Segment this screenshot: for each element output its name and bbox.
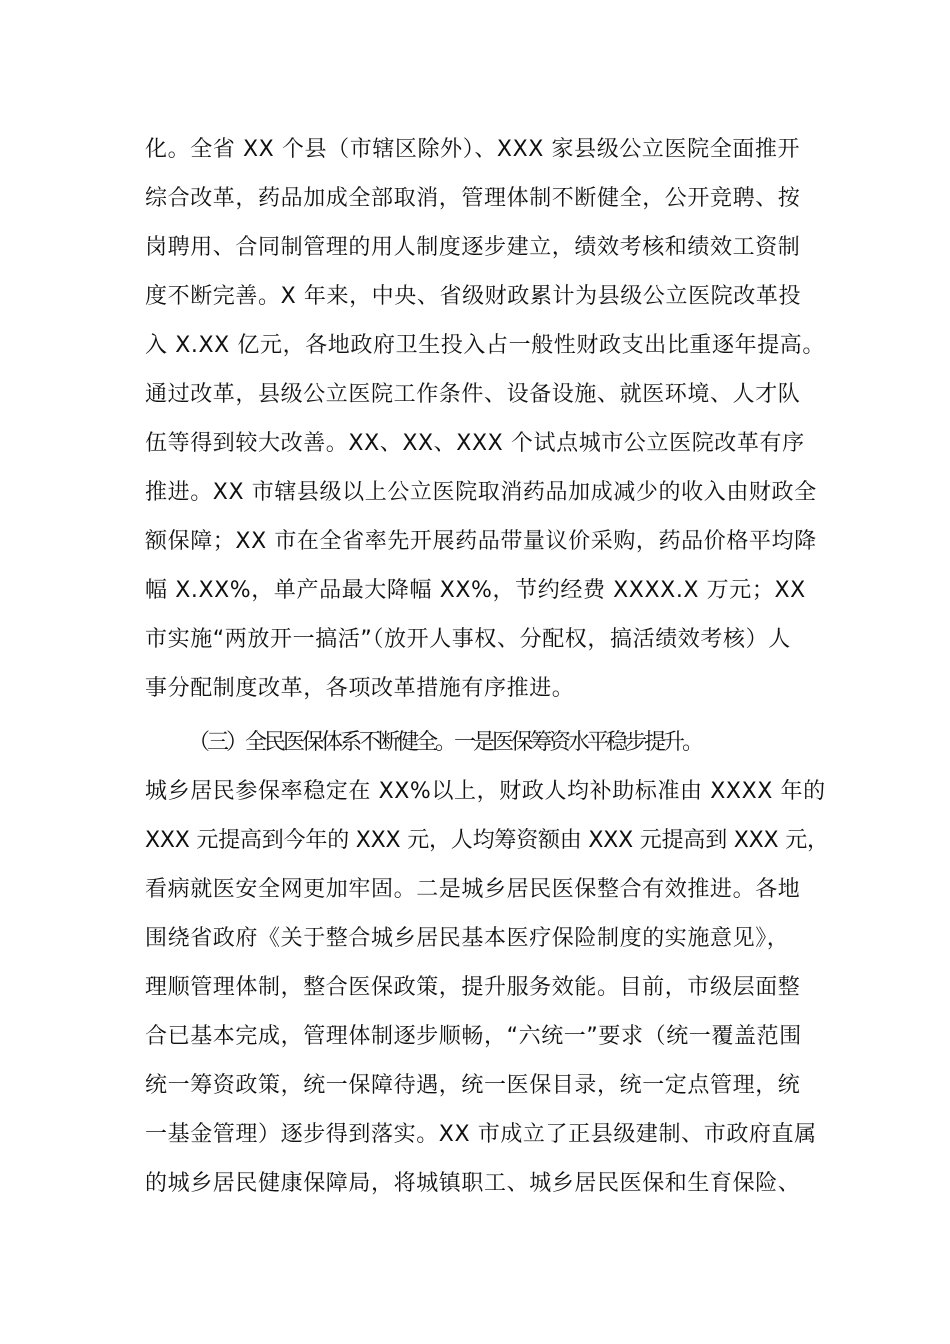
- text-line: 额保障；XX 市在全省率先开展药品带量议价采购，药品价格平均降: [145, 529, 817, 554]
- section-heading-line: （三）全民医保体系不断健全。一是医保筹资水平稳步提升。: [188, 730, 702, 755]
- text-line: 推进。XX 市辖县级以上公立医院取消药品加成减少的收入由财政全: [145, 480, 817, 505]
- text-line: 入 X.XX 亿元，各地政府卫生投入占一般性财政支出比重逐年提高。: [145, 333, 825, 358]
- text-line: 伍等得到较大改善。XX、XX、XXX 个试点城市公立医院改革有序: [145, 431, 805, 456]
- text-line: 城乡居民参保率稳定在 XX%以上，财政人均补助标准由 XXXX 年的: [145, 779, 826, 804]
- text-line: 综合改革，药品加成全部取消，管理体制不断健全，公开竞聘、按: [145, 186, 801, 211]
- text-line: 通过改革，县级公立医院工作条件、设备设施、就医环境、人才队: [145, 382, 801, 407]
- text-line: 化。全省 XX 个县（市辖区除外）、XXX 家县级公立医院全面推开: [145, 137, 801, 162]
- text-line: 市实施“两放开一搞活”（放开人事权、分配权，搞活绩效考核）人: [145, 627, 791, 652]
- text-line: 合已基本完成，管理体制逐步顺畅，“六统一”要求（统一覆盖范围: [145, 1024, 802, 1049]
- text-line: 理顺管理体制，整合医保政策，提升服务效能。目前，市级层面整: [145, 975, 801, 1000]
- text-line: XXX 元提高到今年的 XXX 元，人均筹资额由 XXX 元提高到 XXX 元，: [145, 828, 829, 853]
- text-line: 岗聘用、合同制管理的用人制度逐步建立，绩效考核和绩效工资制: [145, 235, 801, 260]
- text-line: 统一筹资政策，统一保障待遇，统一医保目录，统一定点管理，统: [145, 1073, 801, 1098]
- text-line: 事分配制度改革，各项改革措施有序推进。: [145, 676, 575, 701]
- text-line: 一基金管理）逐步得到落实。XX 市成立了正县级建制、市政府直属: [145, 1122, 817, 1147]
- text-line: 围绕省政府《关于整合城乡居民基本医疗保险制度的实施意见》，: [145, 926, 790, 951]
- text-line: 的城乡居民健康保障局，将城镇职工、城乡居民医保和生育保险、: [145, 1171, 801, 1196]
- text-line: 度不断完善。X 年来，中央、省级财政累计为县级公立医院改革投: [145, 284, 802, 309]
- text-line: 幅 X.XX%，单产品最大降幅 XX%，节约经费 XXXX.X 万元；XX: [145, 578, 806, 603]
- text-line: 看病就医安全网更加牢固。二是城乡居民医保整合有效推进。各地: [145, 877, 801, 902]
